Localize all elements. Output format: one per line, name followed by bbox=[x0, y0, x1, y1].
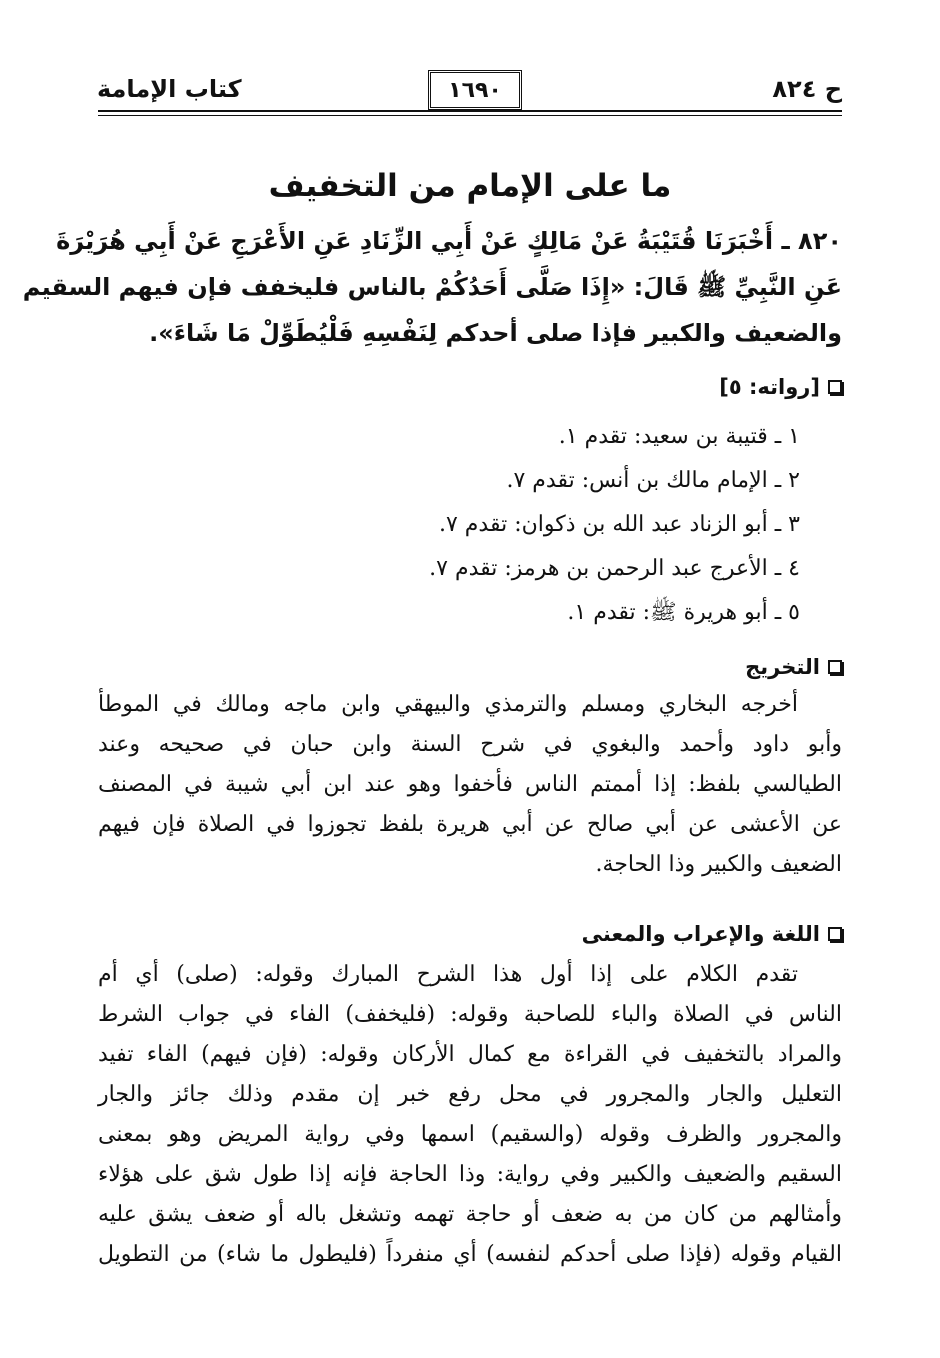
narrator-item: ٣ ـ أبو الزناد عبد الله بن ذكوان: تقدم ٧. bbox=[438, 512, 800, 537]
narrator-item: ٤ ـ الأعرج عبد الرحمن بن هرمز: تقدم ٧. bbox=[429, 556, 800, 581]
lugha-paragraph bbox=[98, 955, 842, 1275]
checkbox-square-icon bbox=[828, 927, 842, 941]
takhrij-line: الطيالسي بلفظ: إذا أممتم الناس فأخفوا وهو عند ابن أبي شيبة في المصنف bbox=[98, 772, 842, 797]
lugha-line: السقيم والضعيف والكبير وفي رواية: وذا الحاجة فإنه إذا طول شق على هؤلاء bbox=[98, 1162, 842, 1187]
page-number: ١٦٩٠ bbox=[448, 77, 502, 103]
lugha-line: تقدم الكلام على إذا أول هذا الشرح المبارك وقوله: (صلى) أي أم bbox=[98, 962, 798, 987]
lugha-line: وأمثالهم من كان من به ضعف أو حاجة تهمه وتشغل باله أو ضعف يشق عليه bbox=[98, 1202, 842, 1227]
lugha-line: التعليل والجار والمجرور في محل رفع خبر إن مقدم وذلك جائز والجار bbox=[98, 1082, 842, 1107]
takhrij-heading-text: التخريج bbox=[745, 655, 820, 679]
lugha-line: الناس في الصلاة والباء للصاحبة وقوله: (فليخفف) الفاء في جواب الشرط bbox=[98, 1002, 842, 1027]
lugha-heading-text: اللغة والإعراب والمعنى bbox=[581, 922, 820, 946]
page-number-box bbox=[428, 70, 522, 110]
lugha-heading bbox=[582, 922, 842, 946]
chapter-title: ما على الإمام من التخفيف bbox=[268, 168, 672, 204]
takhrij-heading bbox=[745, 655, 842, 679]
checkbox-square-icon bbox=[828, 380, 842, 394]
checkbox-square-icon bbox=[828, 660, 842, 674]
narrators-heading-text: [رواته: ٥] bbox=[719, 375, 820, 399]
narrators-heading bbox=[719, 375, 842, 399]
page-reference: ح ٨٢٤ bbox=[772, 75, 842, 103]
header-divider-thin bbox=[98, 115, 842, 116]
hadith-line: والضعيف والكبير فإذا صلى أحدكم لِنَفْسِهِ فَلْيُطَوِّلْ مَا شَاءَ». bbox=[149, 319, 842, 347]
header-divider bbox=[98, 110, 842, 112]
takhrij-paragraph bbox=[98, 685, 842, 885]
takhrij-line: وأبو داود وأحمد والبغوي في شرح السنة وابن حبان في صحيحه وعند bbox=[98, 732, 842, 757]
lugha-line: والمراد بالتخفيف في القراءة مع كمال الأركان وقوله: (فإن فيهم) الفاء تفيد bbox=[98, 1042, 842, 1067]
hadith-line: ٨٢٠ ـ أَخْبَرَنَا قُتَيْبَةُ عَنْ مَالِكٍ عَنْ أَبِي الزِّنَادِ عَنِ الأَعْرَجِ عَنْ أَبِي هُرَيْرَةَ bbox=[56, 227, 842, 255]
narrator-item: ٥ ـ أبو هريرة ﷺ: تقدم ١. bbox=[567, 600, 800, 625]
hadith-line: عَنِ النَّبِيِّ ﷺ قَالَ: «إِذَا صَلَّى أَحَدُكُمْ بالناس فليخفف فإن فيهم السقيم bbox=[22, 273, 842, 301]
takhrij-line: أخرجه البخاري ومسلم والترمذي والبيهقي وابن ماجه ومالك في الموطأ bbox=[98, 692, 798, 717]
takhrij-line: عن الأعشى عن أبي صالح عن أبي هريرة بلفظ تجوزوا في الصلاة فإن فيهم bbox=[98, 812, 842, 837]
narrator-item: ٢ ـ الإمام مالك بن أنس: تقدم ٧. bbox=[506, 468, 800, 493]
takhrij-line: الضعيف والكبير وذا الحاجة. bbox=[595, 852, 842, 877]
narrators-list bbox=[429, 415, 800, 635]
lugha-line: القيام وقوله (فإذا صلى أحدكم لنفسه) أي منفرداً (فليطول ما شاء) من التطويل bbox=[98, 1242, 842, 1267]
narrator-item: ١ ـ قتيبة بن سعيد: تقدم ١. bbox=[558, 424, 800, 449]
lugha-line: والمجرور والظرف وقوله (والسقيم) اسمها وفي رواية المريض وهو بمعنى bbox=[98, 1122, 842, 1147]
book-title: كتاب الإمامة bbox=[97, 75, 242, 103]
hadith-text bbox=[22, 218, 842, 356]
